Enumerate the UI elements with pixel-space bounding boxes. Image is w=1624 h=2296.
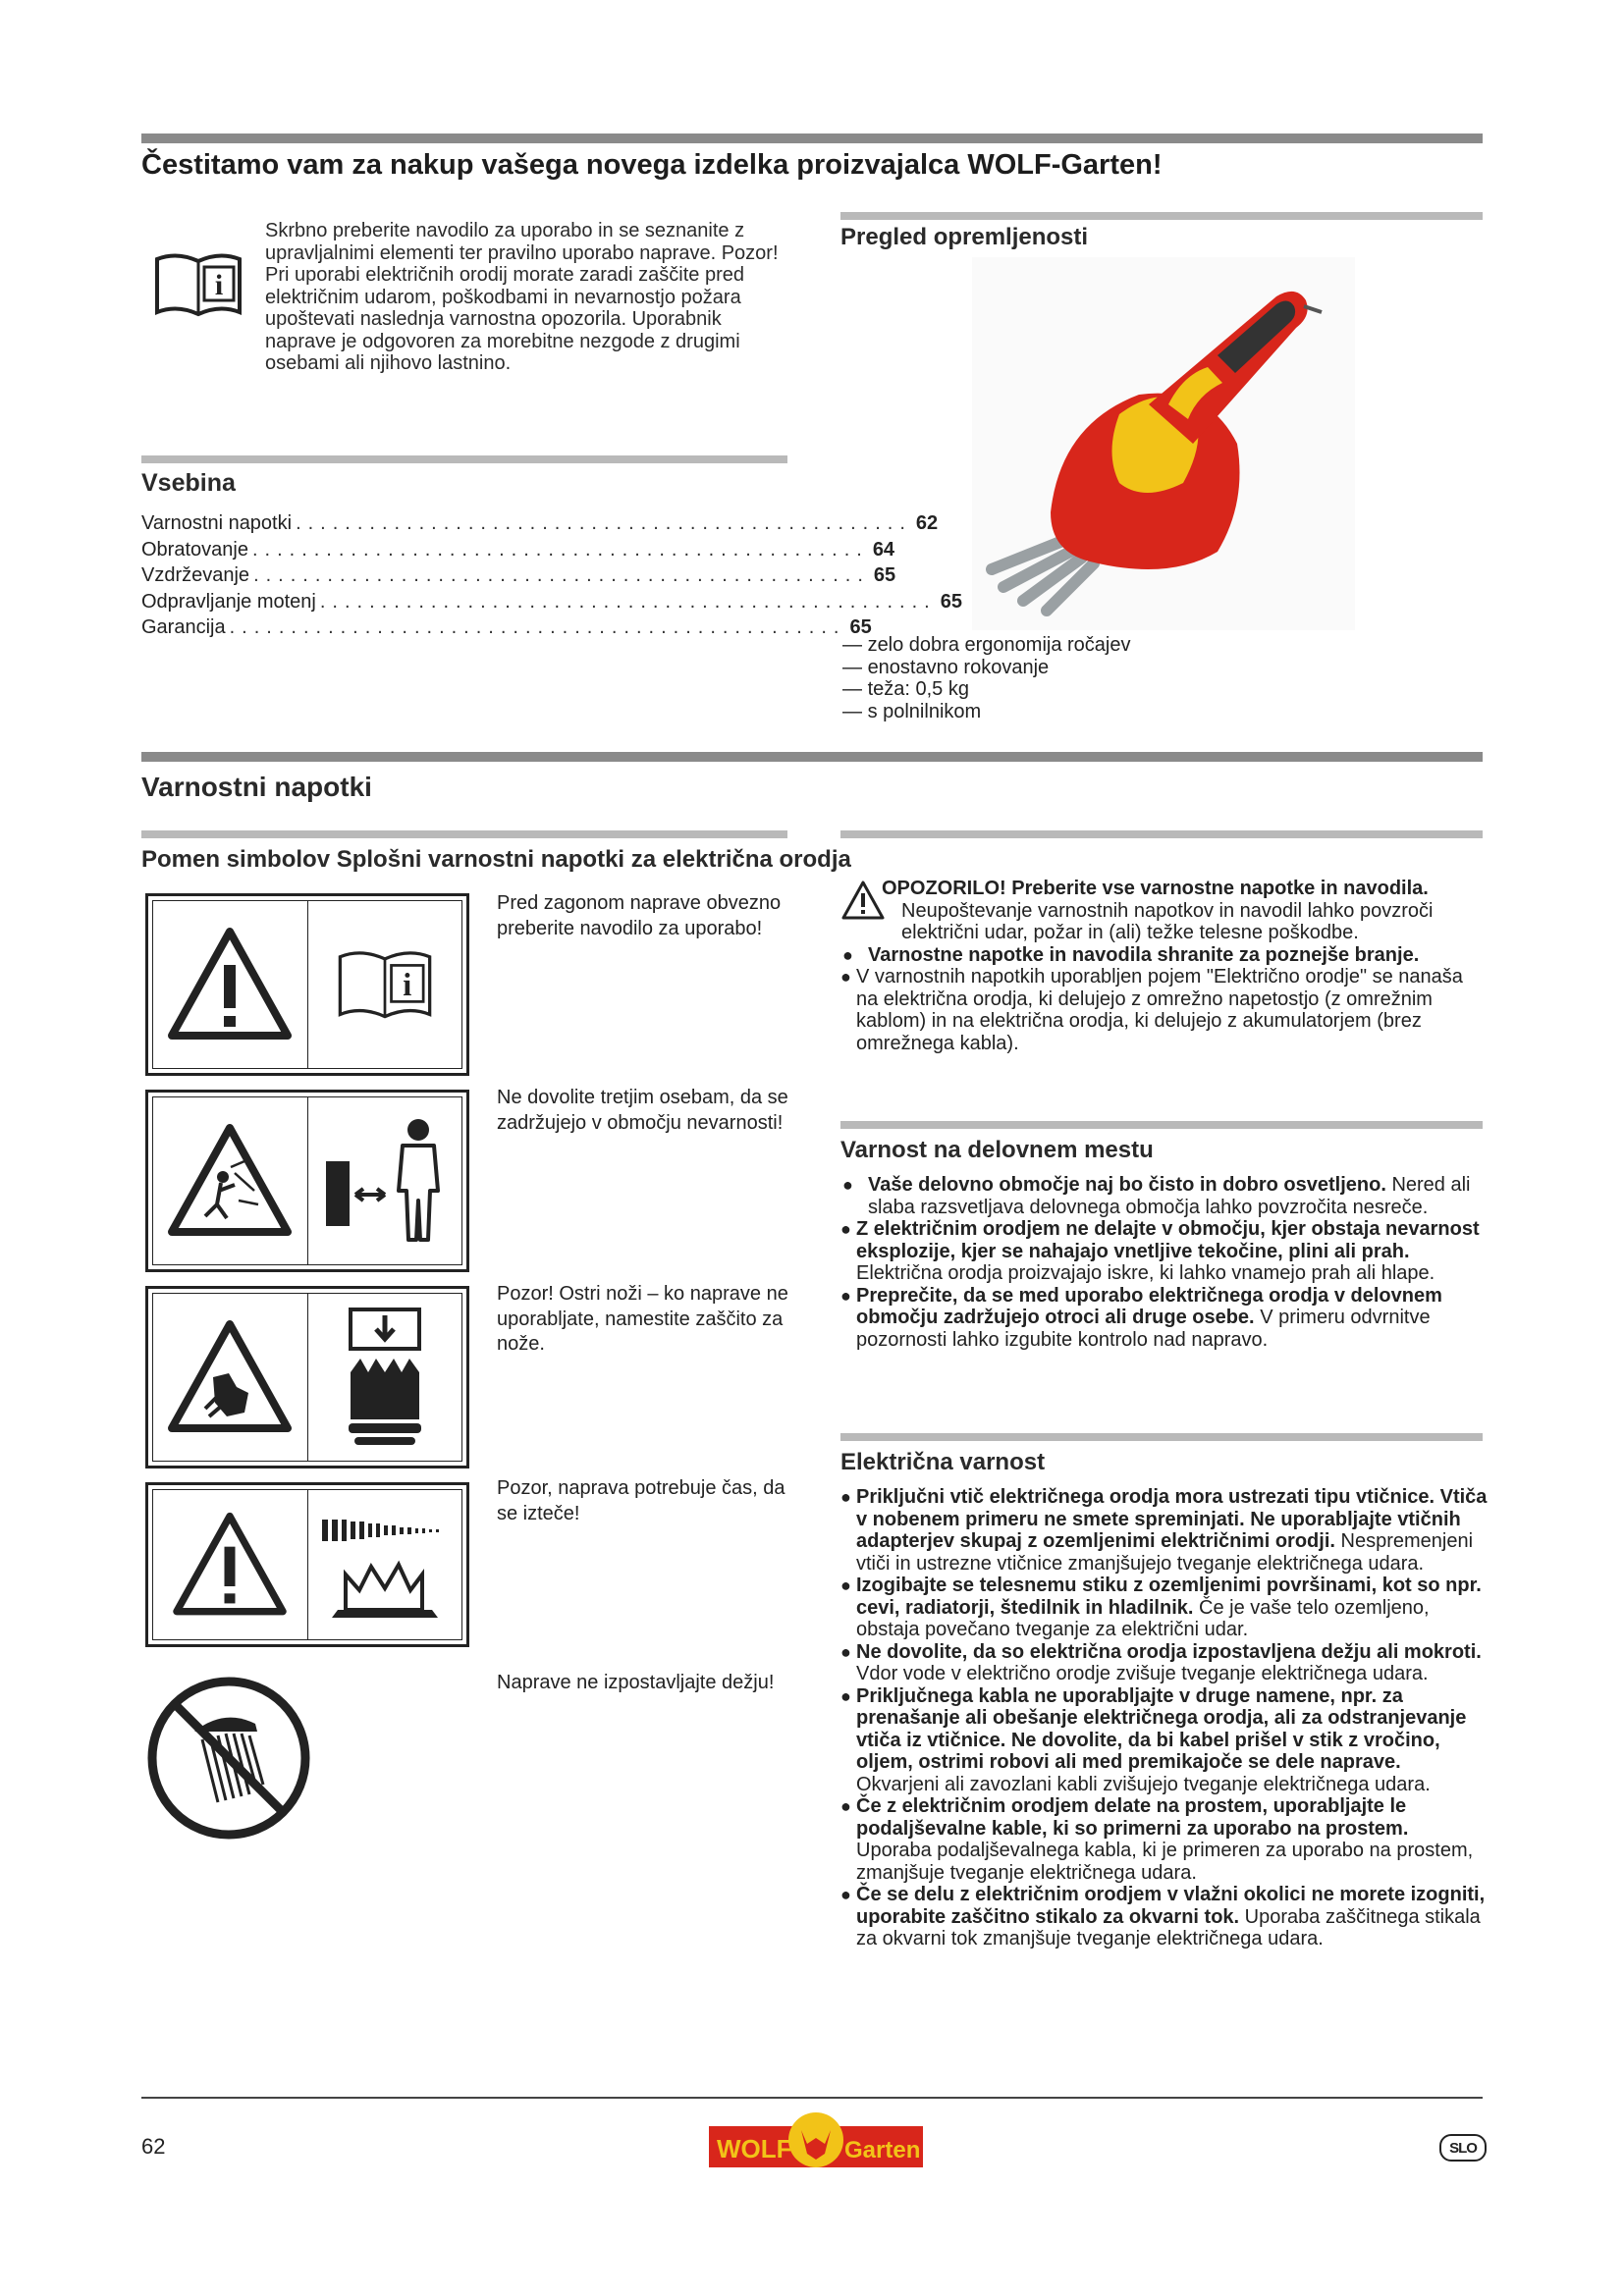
- logo-text-garten: Garten: [844, 2137, 921, 2163]
- intro-text: Skrbno preberite navodilo za uporabo in se seznanite z upravljalnimi elementi ter pravilno uporabo naprave. Pozor! Pri uporabi električnih orodij morate zaradi zaščite pred električnim udarom, poškodbami in nevarnostjo požara upoštevati naslednja varnostna opozorila. Uporabnik naprave je odgovoren za morebitne nezgode z drugimi osebami ali njihovo lastnino.: [265, 220, 779, 374]
- blade-cover-icon: [331, 1304, 439, 1451]
- list-item: ● Priključni vtič električnega orodja mora ustrezati tipu vtičnice. Vtiča v nobenem primeru ne smete spreminjati. Ne uporabljajte vtičnih adapterjev skupaj z ozemljenimi električnimi orodji. Nespremenjeni vtiči in ustrezne vtičnice zmanjšujejo tveganje električnega udara.: [840, 1486, 1489, 1575]
- blade-rundown-icon: [316, 1506, 454, 1624]
- warning-label: OPOZORILO!: [882, 878, 1006, 899]
- warning-text: Neupoštevanje varnostnih napotkov in navodil lahko povzroči električni udar, požar in (ali) težke telesne poškodbe.: [901, 899, 1434, 943]
- contents-heading: Vsebina: [141, 469, 236, 497]
- general-heading-text: Splošni varnostni napotki za električna orodja: [336, 846, 851, 873]
- feature-list: [842, 634, 1131, 722]
- safety-rule: [141, 752, 1483, 762]
- feature-item: — zelo dobra ergonomija ročajev: [842, 634, 1131, 657]
- flying-debris-warning-icon: [166, 1122, 294, 1240]
- symbols-rule: [141, 830, 787, 838]
- symbol-box-read-manual: [145, 893, 469, 1076]
- manual-info-icon: [153, 249, 244, 325]
- table-of-contents: [141, 510, 962, 641]
- general-safety-block: [840, 878, 1489, 1054]
- keep-distance-person-icon: [316, 1112, 454, 1250]
- list-item: ● Preprečite, da se med uporabo električnega orodja v delovnem območju zadržujejo otroci ali druge osebe. V primeru odvrnitve pozornosti lahko izgubite kontrolo nad napravo.: [840, 1285, 1489, 1352]
- wolf-garten-logo: [709, 2110, 923, 2171]
- list-item: ● V varnostnih napotkih uporabljen pojem "Električno orodje" se nanaša na električna orodja, ki delujejo z omrežno napetostjo (z omrežnim kablom) in na električna orodja, ki delujejo z akumulatorjem (brez omrežnega kabla).: [840, 966, 1489, 1054]
- general-rule: [840, 830, 1483, 838]
- toc-entry[interactable]: Odpravljanje motenj .................................................. 65: [141, 590, 962, 613]
- toc-entry[interactable]: Obratovanje .................................................. 64: [141, 538, 895, 561]
- feature-item: — s polnilnikom: [842, 701, 1131, 723]
- list-item: ● Priključnega kabla ne uporabljajte v druge namene, npr. za prenašanje ali obešanje električnega orodja, ali za odstranjevanje vtiča iz vtičnice. Ne dovolite, da bi kabel prišel v stik z vročino, oljem, ostrimi robovi ali med premikajoče se dele naprave. Okvarjeni ali zavozlani kabli zvišujejo tveganje električnega udara.: [840, 1685, 1489, 1796]
- workplace-rule: [840, 1121, 1483, 1129]
- symbol-text: Pozor! Ostri noži – ko naprave ne uporabljate, namestite zaščito za nože.: [497, 1283, 788, 1355]
- warning-triangle-icon: [171, 1511, 289, 1619]
- toc-entry[interactable]: Varnostni napotki .................................................. 62: [141, 512, 939, 534]
- symbol-box-blade-cover: [145, 1286, 469, 1468]
- symbols-heading-text: Pomen simbolov: [141, 846, 331, 873]
- toc-entry[interactable]: Vzdrževanje .................................................. 65: [141, 564, 896, 586]
- page-number: 62: [141, 2134, 166, 2159]
- electrical-heading: Električna varnost: [840, 1449, 1046, 1475]
- feature-item: — enostavno rokovanje: [842, 657, 1131, 679]
- safety-heading: Varnostni napotki: [141, 772, 372, 802]
- workplace-heading: Varnost na delovnem mestu: [840, 1137, 1154, 1163]
- list-item: ● Izogibajte se telesnemu stiku z ozemljenimi površinami, kot so npr. cevi, radiatorji, štedilnik in hladilnik. Če je vaše telo ozemljeno, obstaja povečano tveganje za električni udar.: [840, 1575, 1489, 1641]
- logo-text-wolf: WOLF: [717, 2134, 792, 2163]
- top-rule: [141, 133, 1483, 143]
- equipment-rule: [840, 212, 1483, 220]
- toc-entry[interactable]: Garancija .................................................. 65: [141, 616, 872, 638]
- symbol-box-rundown: [145, 1482, 469, 1647]
- electrical-list: [840, 1486, 1489, 1950]
- language-badge: SLO: [1439, 2134, 1487, 2162]
- symbol-box-keep-distance: [145, 1090, 469, 1272]
- page-title: Čestitamo vam za nakup vašega novega izdelka proizvajalca WOLF-Garten!: [141, 149, 1163, 181]
- symbol-text: Naprave ne izpostavljajte dežju!: [497, 1672, 775, 1693]
- no-rain-icon: [145, 1675, 312, 1846]
- symbol-text: Pred zagonom naprave obvezno preberite navodilo za uporabo!: [497, 892, 782, 939]
- workplace-list: [840, 1174, 1489, 1351]
- list-item: ● Varnostne napotke in navodila shranite za poznejše branje.: [840, 944, 1489, 967]
- svg-text:i: i: [403, 967, 412, 1003]
- list-item: ● Če se delu z električnim orodjem v vlažni okolici ne morete izogniti, uporabite zaščitno stikalo za okvarni tok. Uporaba zaščitnega stikala za okvarni tok zmanjšuje tveganje električnega udara.: [840, 1884, 1489, 1950]
- list-item: ● Z električnim orodjem ne delajte v območju, kjer obstaja nevarnost eksplozije, kjer se nahajajo vnetljive tekočine, plini ali prah. Električna orodja proizvajajo iskre, ki lahko vnamejo prah ali hlape.: [840, 1218, 1489, 1285]
- list-item: ● Če z električnim orodjem delate na prostem, uporabljajte le podaljševalne kable, ki so primerni za uporabo na prostem. Uporaba podaljševalnega kabla, ki je primeren za uporabo na prostem, zmanjšuje tveganje električnega udara.: [840, 1795, 1489, 1884]
- warning-notice: [840, 878, 1489, 944]
- manual-info-icon: [336, 945, 434, 1024]
- symbols-heading: [141, 846, 851, 874]
- list-item: ● Ne dovolite, da so električna orodja izpostavljena dežju ali mokroti. Vdor vode v električno orodje zvišuje tveganje električnega udara.: [840, 1641, 1489, 1685]
- footer-rule: [141, 2097, 1483, 2099]
- symbol-text: Ne dovolite tretjim osebam, da se zadržujejo v območju nevarnosti!: [497, 1087, 788, 1134]
- equipment-heading: Pregled opremljenosti: [840, 224, 1089, 250]
- warning-bold-text: Preberite vse varnostne napotke in navodila.: [1011, 878, 1429, 899]
- warning-triangle-icon: [166, 926, 294, 1043]
- electrical-rule: [840, 1433, 1483, 1441]
- list-item: ● Vaše delovno območje naj bo čisto in dobro osvetljeno. Nered ali slaba razsvetljava delovnega območja lahko povzročita nesreče.: [840, 1174, 1489, 1218]
- cut-hazard-warning-icon: [166, 1318, 294, 1436]
- product-image: [972, 257, 1355, 635]
- svg-text:i: i: [214, 269, 224, 301]
- warning-triangle-icon: [840, 880, 886, 921]
- contents-rule: [141, 455, 787, 463]
- feature-item: — teža: 0,5 kg: [842, 678, 1131, 701]
- symbol-text: Pozor, naprava potrebuje čas, da se izteče!: [497, 1477, 785, 1524]
